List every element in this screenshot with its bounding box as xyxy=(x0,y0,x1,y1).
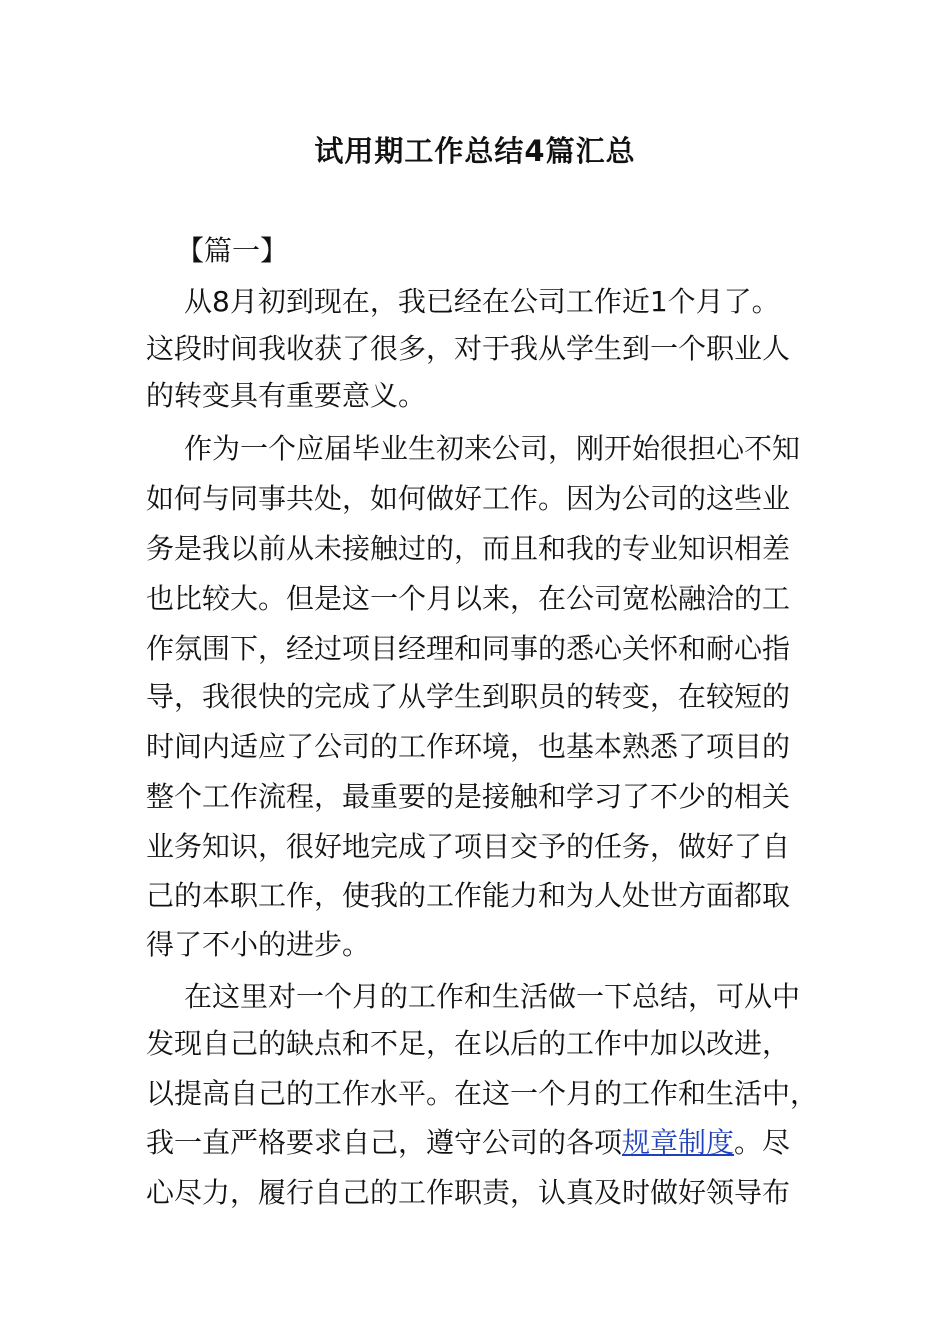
paragraph-2-line-4: 也比较大。但是这一个月以来，在公司宽松融洽的工 xyxy=(146,582,791,615)
paragraph-2-line-2: 如何与同事共处，如何做好工作。因为公司的这些业 xyxy=(146,482,791,515)
regulations-link[interactable]: 规章制度 xyxy=(622,1126,735,1159)
paragraph-3-line-5: 心尽力，履行自己的工作职责，认真及时做好领导布 xyxy=(146,1176,791,1209)
paragraph-1-line-3: 的转变具有重要意义。 xyxy=(146,379,427,412)
line-text-before-link: 我一直严格要求自己，遵守公司的各项 xyxy=(146,1126,623,1159)
paragraph-2-line-7: 时间内适应了公司的工作环境，也基本熟悉了项目的 xyxy=(146,730,791,763)
line-text-after-link: 。尽 xyxy=(734,1126,791,1159)
document-title: 试用期工作总结4篇汇总 xyxy=(314,134,636,168)
paragraph-2-line-1: 作为一个应届毕业生初来公司，刚开始很担心不知 xyxy=(184,432,801,465)
paragraph-2-line-3: 务是我以前从未接触过的，而且和我的专业知识相差 xyxy=(146,532,791,565)
paragraph-1-line-2: 这段时间我收获了很多，对于我从学生到一个职业人 xyxy=(146,332,791,365)
paragraph-2-line-6: 导，我很快的完成了从学生到职员的转变，在较短的 xyxy=(146,680,791,713)
paragraph-2-line-11: 得了不小的进步。 xyxy=(146,928,371,961)
paragraph-3-line-3: 以提高自己的工作水平。在这一个月的工作和生活中， xyxy=(146,1077,819,1110)
paragraph-2-line-8: 整个工作流程，最重要的是接触和学习了不少的相关 xyxy=(146,780,791,813)
section-label: 【篇一】 xyxy=(176,234,289,267)
paragraph-3-line-1: 在这里对一个月的工作和生活做一下总结，可从中 xyxy=(184,980,801,1013)
paragraph-2-line-9: 业务知识，很好地完成了项目交予的任务，做好了自 xyxy=(146,830,791,863)
paragraph-3-line-2: 发现自己的缺点和不足，在以后的工作中加以改进， xyxy=(146,1027,791,1060)
paragraph-3-line-4 xyxy=(146,1120,826,1166)
paragraph-2-line-10: 己的本职工作，使我的工作能力和为人处世方面都取 xyxy=(146,879,791,912)
paragraph-2-line-5: 作氛围下，经过项目经理和同事的悉心关怀和耐心指 xyxy=(146,632,791,665)
paragraph-1-line-1: 从8月初到现在，我已经在公司工作近1个月了。 xyxy=(184,285,780,318)
